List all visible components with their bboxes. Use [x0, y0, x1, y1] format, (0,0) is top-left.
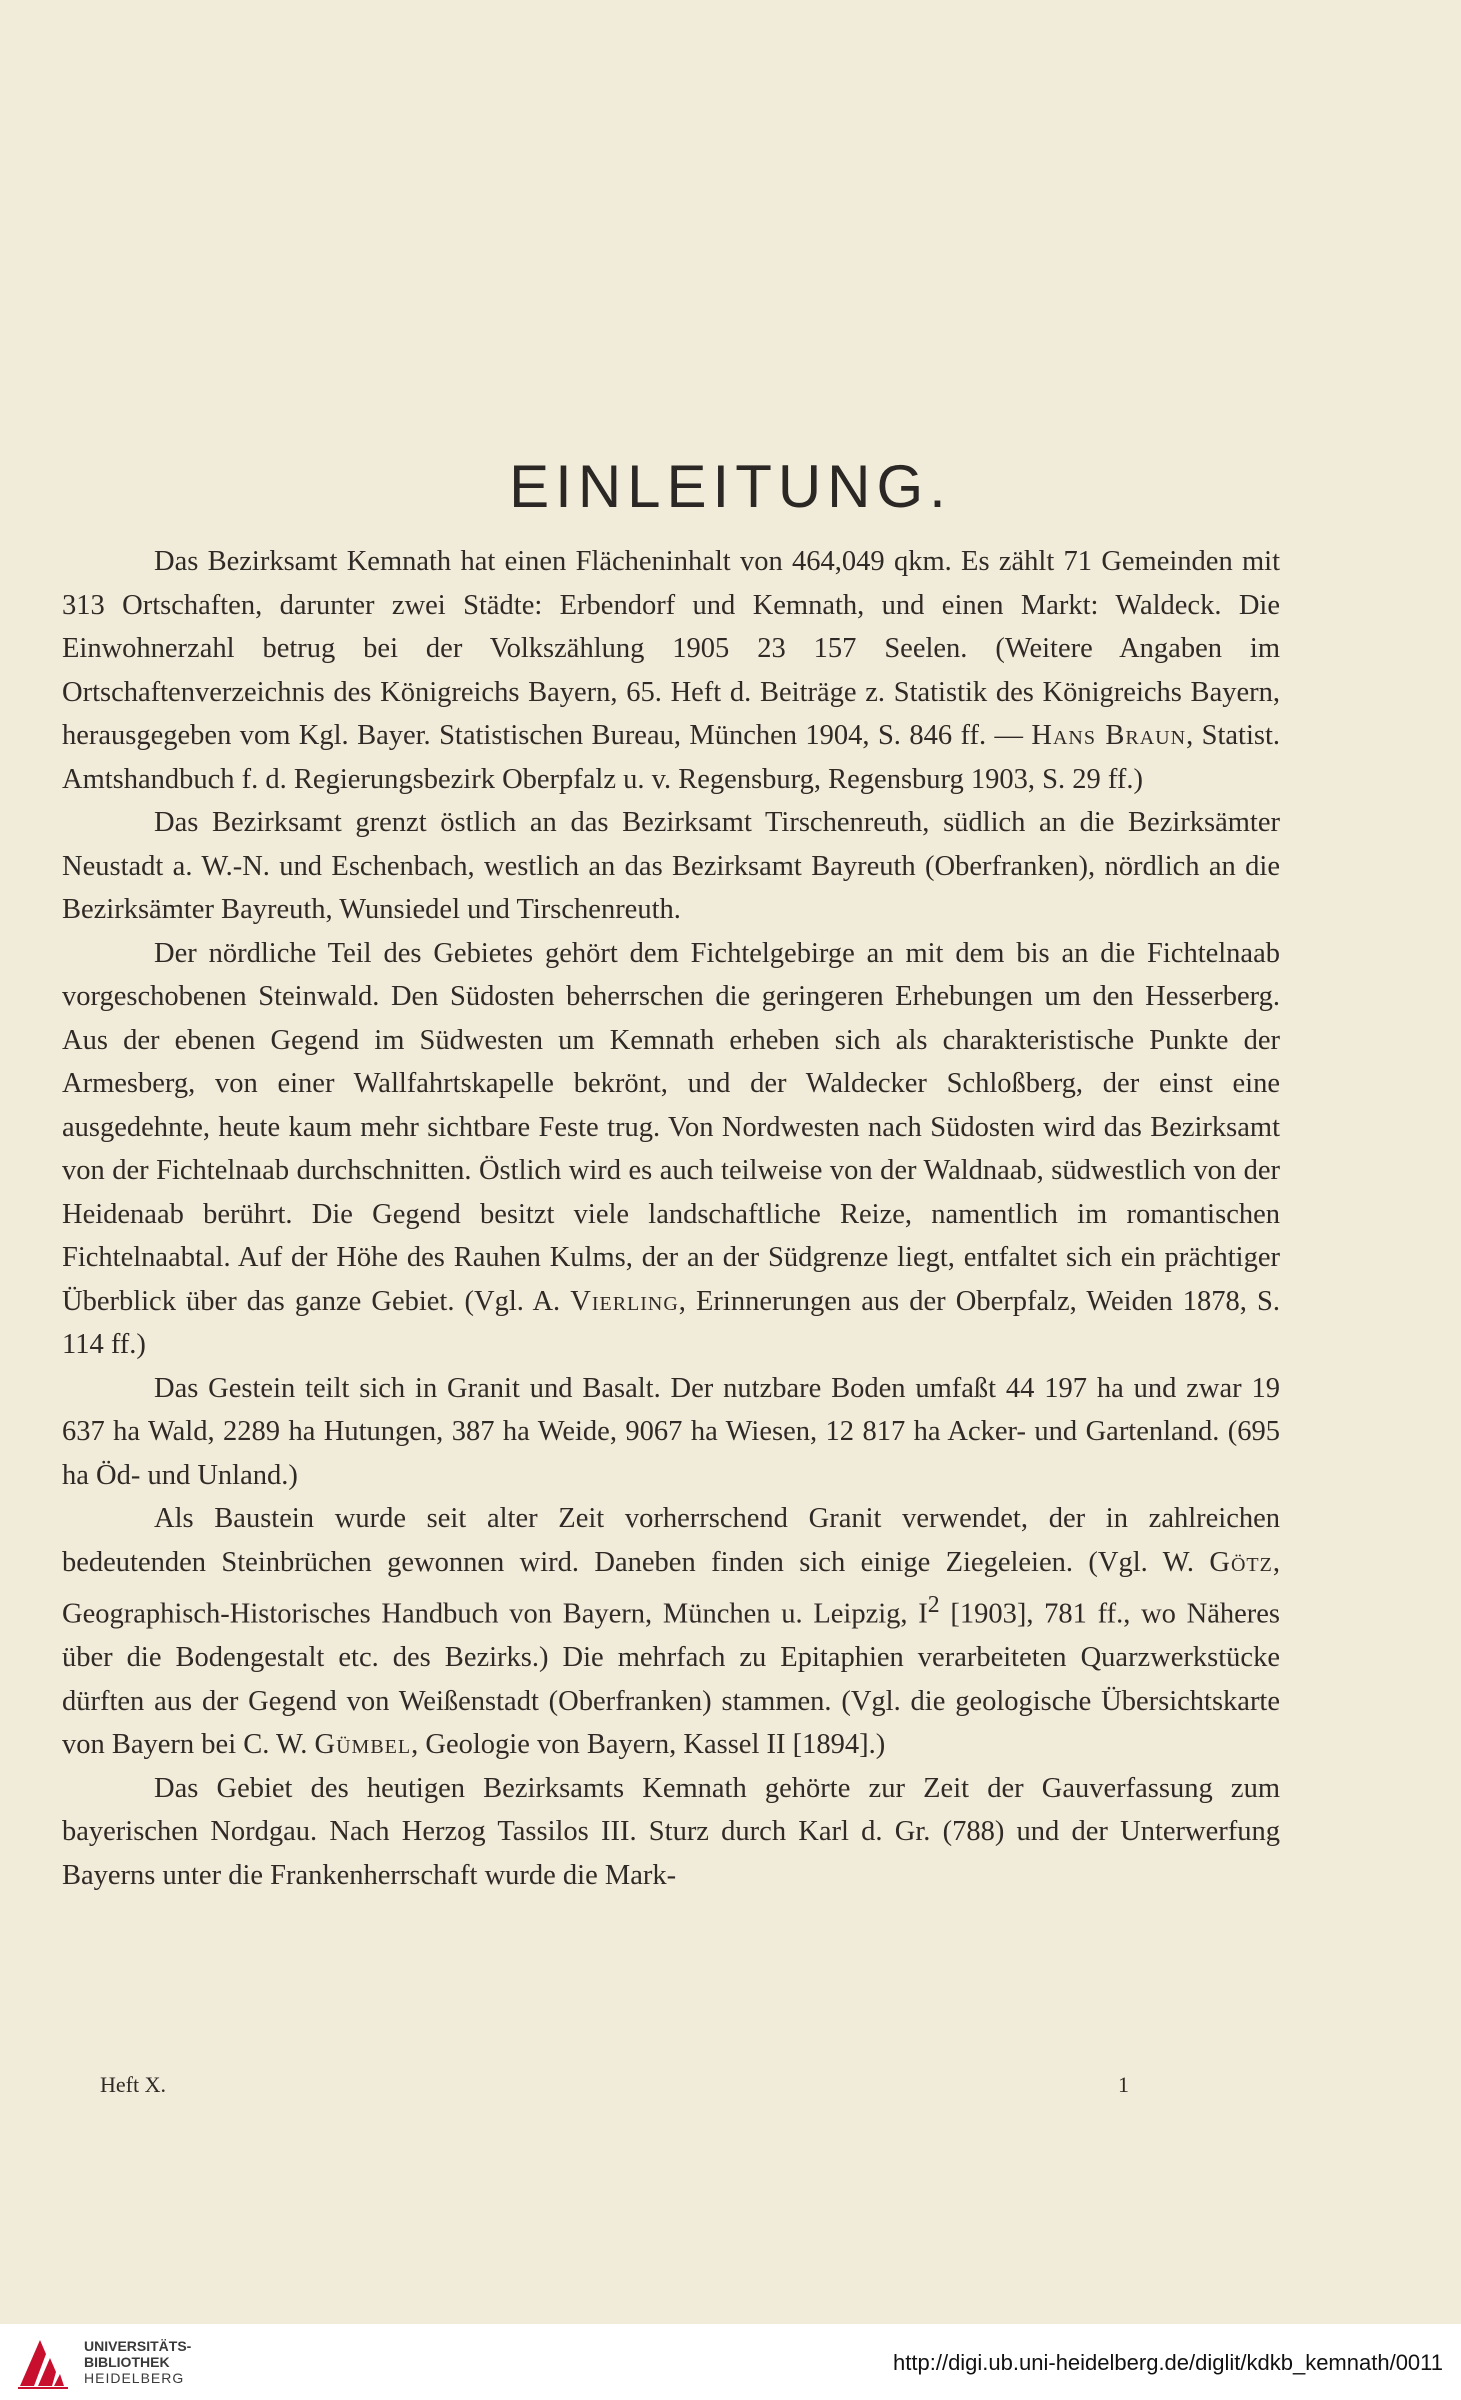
paragraph-2: Das Bezirksamt grenzt östlich an das Bezirksamt Tirschenreuth, südlich an die Bezirksämter Neustadt a. W.-N. und Eschenbach, westlich an das Bezirksamt Bayreuth (Oberfranken), nördlich an die Bezirksämter Bayreuth, Wunsiedel und Tirschenreuth. [62, 807, 1280, 925]
author-name-vierling: Vierling [570, 1285, 679, 1317]
paragraph-3-text-b: , Erinnerungen aus der Oberpfalz, Weiden 1878, S. 114 ff.) [62, 1285, 1280, 1360]
paragraph-5 [62, 1497, 1280, 1767]
signature-mark: Heft X. [100, 2072, 166, 2097]
paragraph-4: Das Gestein teilt sich in Granit und Basalt. Der nutzbare Boden umfaßt 44 197 ha und zwar 19 637 ha Wald, 2289 ha Hutungen, 387 ha Weide, 9067 ha Wiesen, 12 817 ha Acker- und Gartenland. (695 ha Öd- und Unland.) [62, 1372, 1280, 1491]
paragraph-5-text-a: Als Baustein wurde seit alter Zeit vorherrschend Granit verwendet, der in zahlreichen bedeutenden Steinbrüchen gewonnen wird. Daneben finden sich einige Ziegeleien. (Vgl. W. [62, 1503, 1280, 1578]
paragraph-3-text-a: Der nördliche Teil des Gebietes gehört dem Fichtelgebirge an mit dem bis an die Fichtelnaab vorgeschobenen Steinwald. Den Südosten beherrschen die geringeren Erhebungen um den Hesserberg. Aus der ebenen Gegend im Südwesten um Kemnath erheben sich als charakteristische Punkte der Armesberg, von einer Wallfahrtskapelle bekrönt, und der Waldecker Schloßberg, der einst eine ausgedehnte, heute kaum mehr sichtbare Feste trug. Von Nordwesten nach Südosten wird das Bezirksamt von der Fichtelnaab durchschnitten. Östlich wird es auch teilweise von der Waldnaab, südwestlich von der Heidenaab berührt. Die Gegend besitzt viele landschaftliche Reize, namentlich im romantischen Fichtelnaabtal. Auf der Höhe des Rauhen Kulms, der an der Südgrenze liegt, entfaltet sich ein prächtiger Überblick über das ganze Gebiet. (Vgl. A. [62, 937, 1280, 1317]
paragraph-5-text-b: , Geographisch-Historisches Handbuch von Bayern, München u. Leipzig, I [62, 1546, 1280, 1630]
body-text [62, 540, 1280, 1897]
library-name-line-2: BIBLIOTHEK [84, 2354, 170, 2370]
page-title: EINLEITUNG. [509, 453, 952, 520]
author-name-guembel: Gümbel [314, 1729, 412, 1760]
university-library-logo-icon [14, 2334, 76, 2392]
permalink-url[interactable]: http://digi.ub.uni-heidelberg.de/diglit/kdkb_kemnath/0011 [893, 2350, 1443, 2375]
library-name [84, 2338, 191, 2386]
paragraph-3 [62, 932, 1280, 1367]
paragraph-5-text-c: [1903], 781 ff., wo Näheres über die Bodengestalt etc. des Bezirks.) Die mehrfach zu Epitaphien verarbeiteten Quarzwerkstücke dürften aus der Gegend von Weißenstadt (Oberfranken) stammen. (Vgl. die geologische Übersichtskarte von Bayern bei C. W. [62, 1598, 1280, 1760]
author-name-goetz: Götz [1209, 1546, 1273, 1578]
page-number: 1 [1118, 2072, 1129, 2097]
author-name-braun: Hans Braun [1031, 720, 1187, 751]
paragraph-1-text-a: Das Bezirksamt Kemnath hat einen Flächeninhalt von 464,049 qkm. Es zählt 71 Gemeinden mit 313 Ortschaften, darunter zwei Städte: Erbendorf und Kemnath, und einen Markt: Waldeck. Die Einwohnerzahl betrug bei der Volkszählung 1905 23 157 Seelen. (Weitere Angaben im Ortschaftenverzeichnis des Königreichs Bayern, 65. Heft d. Beiträge z. Statistik des Königreichs Bayern, herausgegeben vom Kgl. Bayer. Statistischen Bureau, München 1904, S. 846 ff. — [62, 546, 1280, 751]
library-name-line-1: UNIVERSITÄTS- [84, 2338, 192, 2354]
edition-superscript: 2 [927, 1592, 940, 1618]
paragraph-5-text-d: , Geologie von Bayern, Kassel II [1894].) [411, 1729, 886, 1760]
paragraph-1-text-b: , Statist. Amtshandbuch f. d. Regierungsbezirk Oberpfalz u. v. Regensburg, Regensburg 1903, S. 29 ff.) [62, 720, 1280, 795]
paragraph-1 [62, 540, 1280, 801]
library-name-line-3: HEIDELBERG [84, 2370, 185, 2386]
paragraph-6: Das Gebiet des heutigen Bezirksamts Kemnath gehörte zur Zeit der Gauverfassung zum bayerischen Nordgau. Nach Herzog Tassilos III. Sturz durch Karl d. Gr. (788) und der Unterwerfung Bayerns unter die Frankenherrschaft wurde die Mark- [62, 1772, 1280, 1891]
